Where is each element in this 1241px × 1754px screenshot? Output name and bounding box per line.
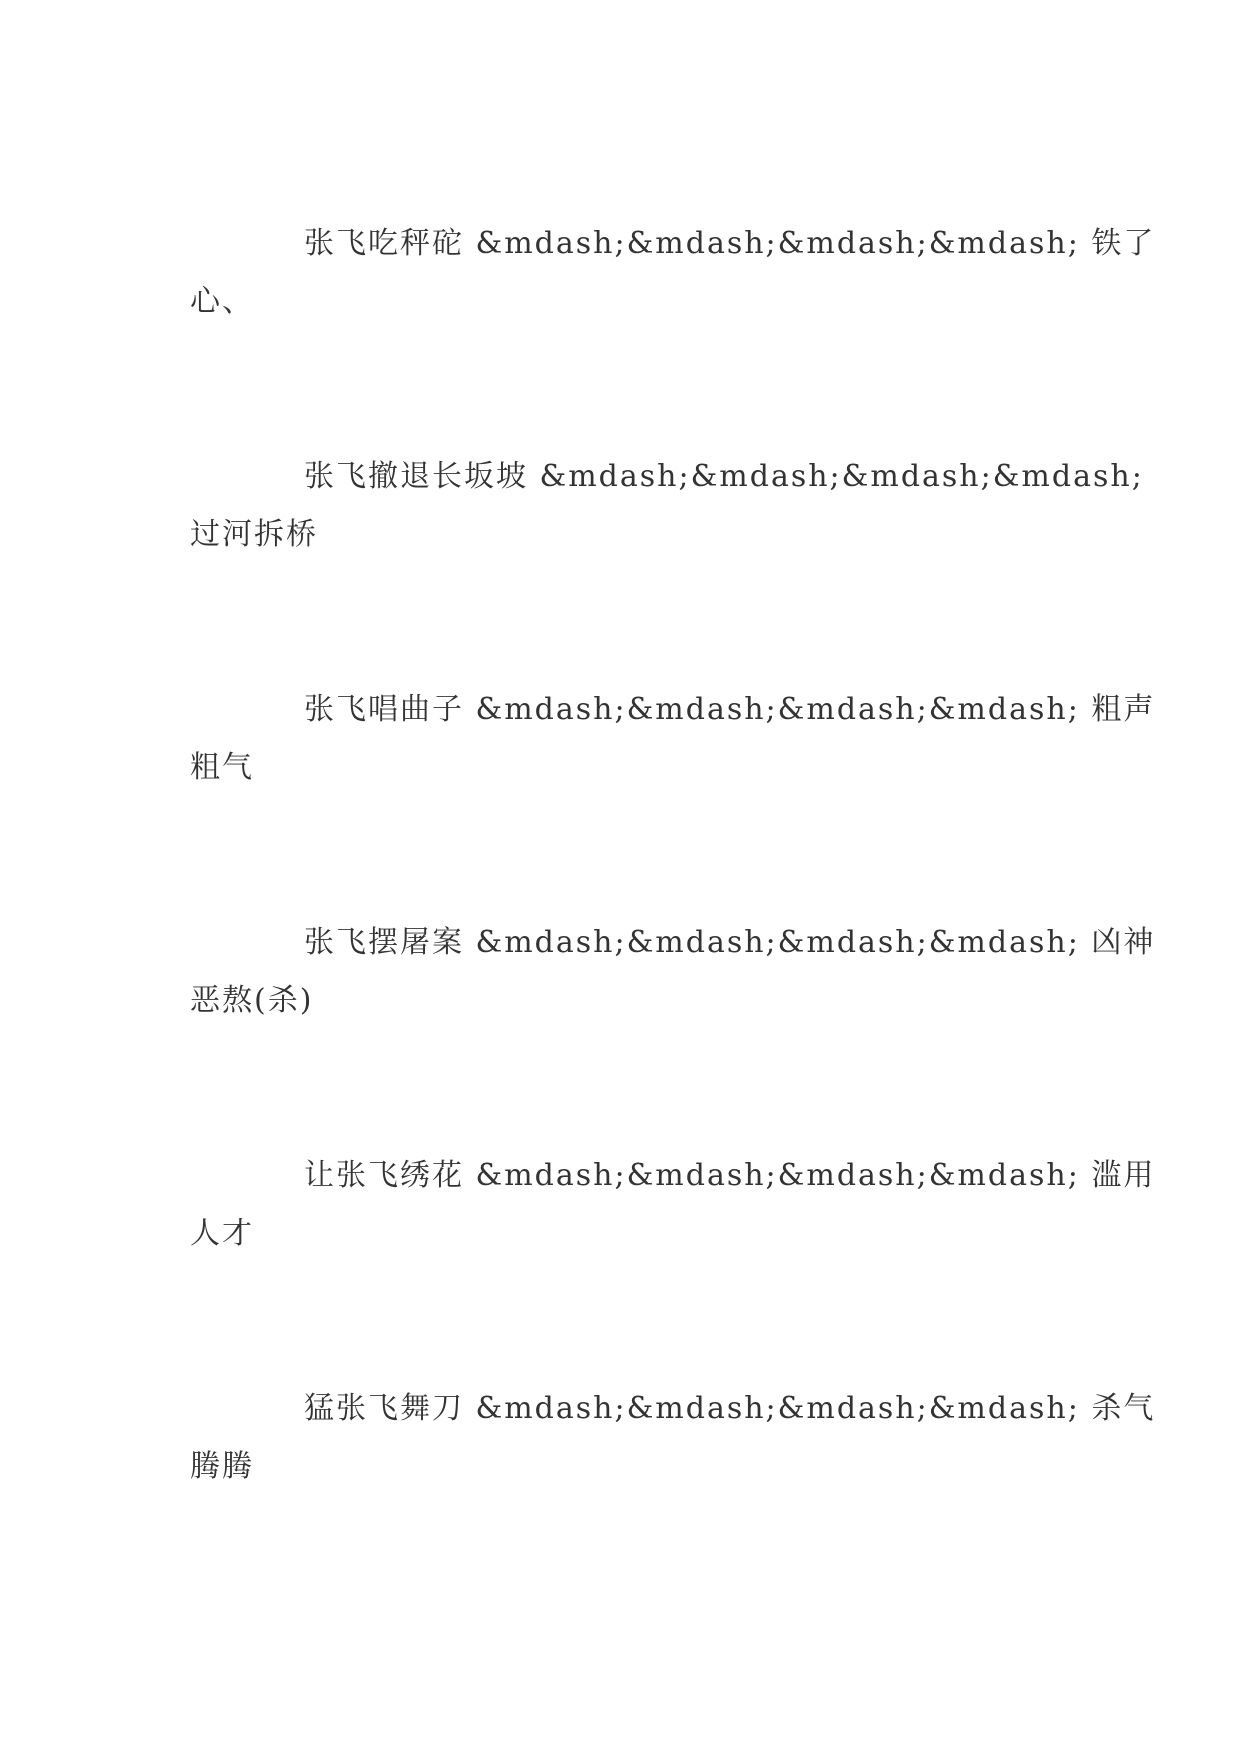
paragraph-entry [190, 914, 1156, 1030]
entry-line-continuation: 恶熬(杀) [190, 983, 314, 1018]
entry-line-continuation: 心、 [190, 284, 254, 319]
entry-line: 张飞吃秤砣 &mdash;&mdash;&mdash;&mdash; 铁了 [304, 226, 1156, 261]
entry-line: 张飞撤退长坂坡 &mdash;&mdash;&mdash;&mdash; [304, 459, 1144, 494]
entry-line: 张飞唱曲子 &mdash;&mdash;&mdash;&mdash; 粗声 [304, 692, 1156, 727]
entry-line: 张飞摆屠案 &mdash;&mdash;&mdash;&mdash; 凶神 [304, 925, 1156, 960]
entry-line-continuation: 粗气 [190, 750, 254, 785]
entry-line: 猛张飞舞刀 &mdash;&mdash;&mdash;&mdash; 杀气 [304, 1391, 1156, 1426]
paragraph-entry [190, 681, 1156, 797]
entry-line: 让张飞绣花 &mdash;&mdash;&mdash;&mdash; 滥用 [304, 1158, 1156, 1193]
entry-line-continuation: 人才 [190, 1216, 254, 1251]
paragraph-entry [190, 448, 1144, 564]
entry-line-continuation: 腾腾 [190, 1449, 254, 1484]
paragraph-entry [190, 1147, 1156, 1263]
paragraph-entry [190, 1380, 1156, 1496]
entry-line-continuation: 过河拆桥 [190, 517, 318, 552]
paragraph-entry [190, 215, 1156, 331]
